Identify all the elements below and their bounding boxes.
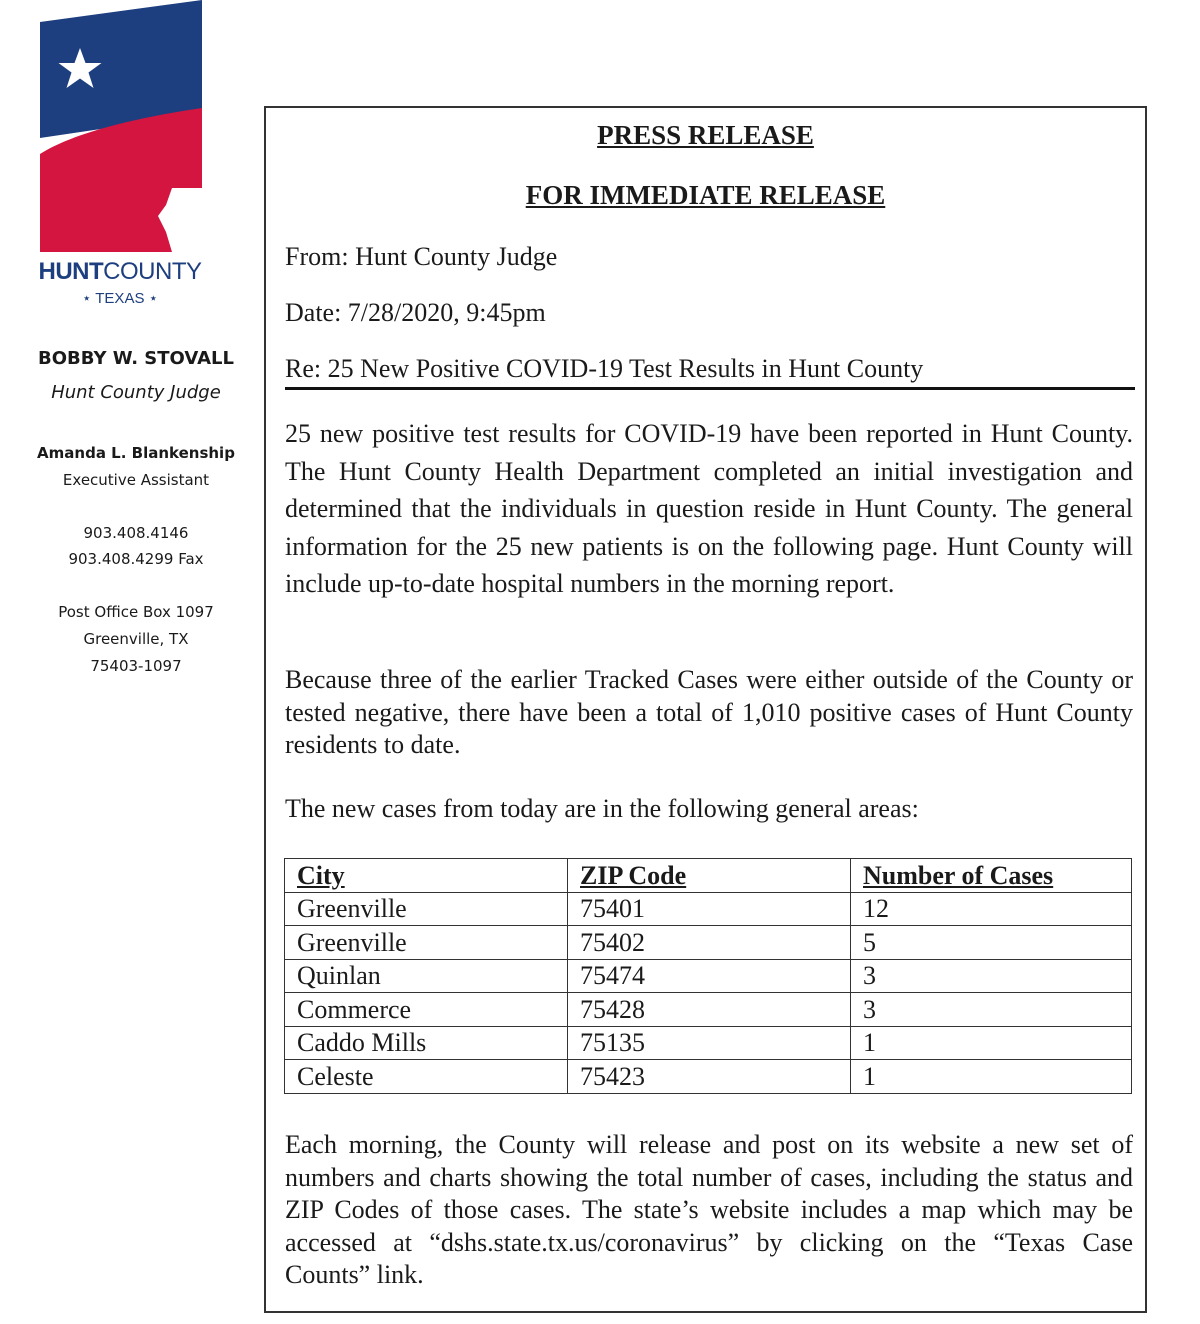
cell-cases: 5 bbox=[851, 926, 1132, 960]
subject-line: Re: 25 New Positive COVID-19 Test Results in Hunt County bbox=[285, 354, 924, 383]
paragraph-total-cases: Because three of the earlier Tracked Cases were either outside of the County or tested negative, there have been a total of 1,010 positive cases of Hunt County residents to date. bbox=[285, 665, 1133, 759]
table-row bbox=[285, 959, 1132, 993]
immediate-release-heading: FOR IMMEDIATE RELEASE bbox=[525, 180, 886, 210]
logo-wordmark bbox=[36, 258, 204, 286]
header-cases: Number of Cases bbox=[851, 859, 1132, 893]
city-state: Greenville, TX bbox=[83, 630, 189, 648]
cell-city: Celeste bbox=[285, 1060, 568, 1094]
logo-state: ⋆ TEXAS ⋆ bbox=[81, 290, 159, 307]
judge-title: Hunt County Judge bbox=[51, 382, 221, 403]
table-row bbox=[285, 993, 1132, 1027]
fax-number: 903.408.4299 Fax bbox=[68, 550, 204, 568]
header-city: City bbox=[285, 859, 568, 893]
postal-code: 75403-1097 bbox=[90, 657, 182, 675]
cases-table bbox=[284, 858, 1132, 1094]
table-row bbox=[285, 1026, 1132, 1060]
paragraph-website-info: Each morning, the County will release and post on its website a new set of numbers and charts showing the total number of cases, including the status and ZIP Codes of those cases. The state’s website includes a map which may be accessed at “dshs.state.tx.us/coronavirus” by clicking on the “Texas Case Counts” link. bbox=[285, 1130, 1133, 1289]
cell-city: Greenville bbox=[285, 892, 568, 926]
phone-number: 903.408.4146 bbox=[83, 524, 189, 542]
cell-cases: 1 bbox=[851, 1026, 1132, 1060]
logo-wordmark-bold: HUNT bbox=[38, 258, 104, 285]
cell-cases: 12 bbox=[851, 892, 1132, 926]
table-header-row bbox=[285, 859, 1132, 893]
cell-zip: 75428 bbox=[568, 993, 851, 1027]
cell-cases: 3 bbox=[851, 993, 1132, 1027]
judge-name: BOBBY W. STOVALL bbox=[38, 348, 234, 369]
po-box: Post Office Box 1097 bbox=[58, 603, 214, 621]
table-row bbox=[285, 892, 1132, 926]
cell-city: Greenville bbox=[285, 926, 568, 960]
hunt-county-logo bbox=[38, 0, 204, 258]
paragraph-new-cases: 25 new positive test results for COVID-19 have been reported in Hunt County. The Hunt County Health Department completed an initial investigation and determined that the individuals in question reside in Hunt County. The general information for the 25 new patients is on the following page. Hunt County will include up-to-date hospital numbers in the morning report. bbox=[285, 419, 1133, 598]
logo-wordmark-regular: COUNTY bbox=[103, 258, 202, 285]
press-release-heading: PRESS RELEASE bbox=[597, 120, 814, 150]
cell-zip: 75423 bbox=[568, 1060, 851, 1094]
cell-zip: 75474 bbox=[568, 959, 851, 993]
cell-cases: 3 bbox=[851, 959, 1132, 993]
cell-city: Caddo Mills bbox=[285, 1026, 568, 1060]
subject-divider bbox=[285, 387, 1135, 390]
from-line: From: Hunt County Judge bbox=[285, 242, 558, 271]
assistant-title: Executive Assistant bbox=[62, 471, 210, 489]
press-release-box bbox=[264, 106, 1147, 1313]
header-zip: ZIP Code bbox=[568, 859, 851, 893]
cell-cases: 1 bbox=[851, 1060, 1132, 1094]
table-row bbox=[285, 926, 1132, 960]
logo-state-text: TEXAS bbox=[95, 290, 145, 307]
cell-zip: 75135 bbox=[568, 1026, 851, 1060]
assistant-name: Amanda L. Blankenship bbox=[37, 444, 235, 462]
table-row bbox=[285, 1060, 1132, 1094]
date-line: Date: 7/28/2020, 9:45pm bbox=[285, 298, 546, 327]
cell-city: Commerce bbox=[285, 993, 568, 1027]
cell-zip: 75401 bbox=[568, 892, 851, 926]
cell-city: Quinlan bbox=[285, 959, 568, 993]
paragraph-table-intro: The new cases from today are in the following general areas: bbox=[285, 794, 919, 823]
cell-zip: 75402 bbox=[568, 926, 851, 960]
